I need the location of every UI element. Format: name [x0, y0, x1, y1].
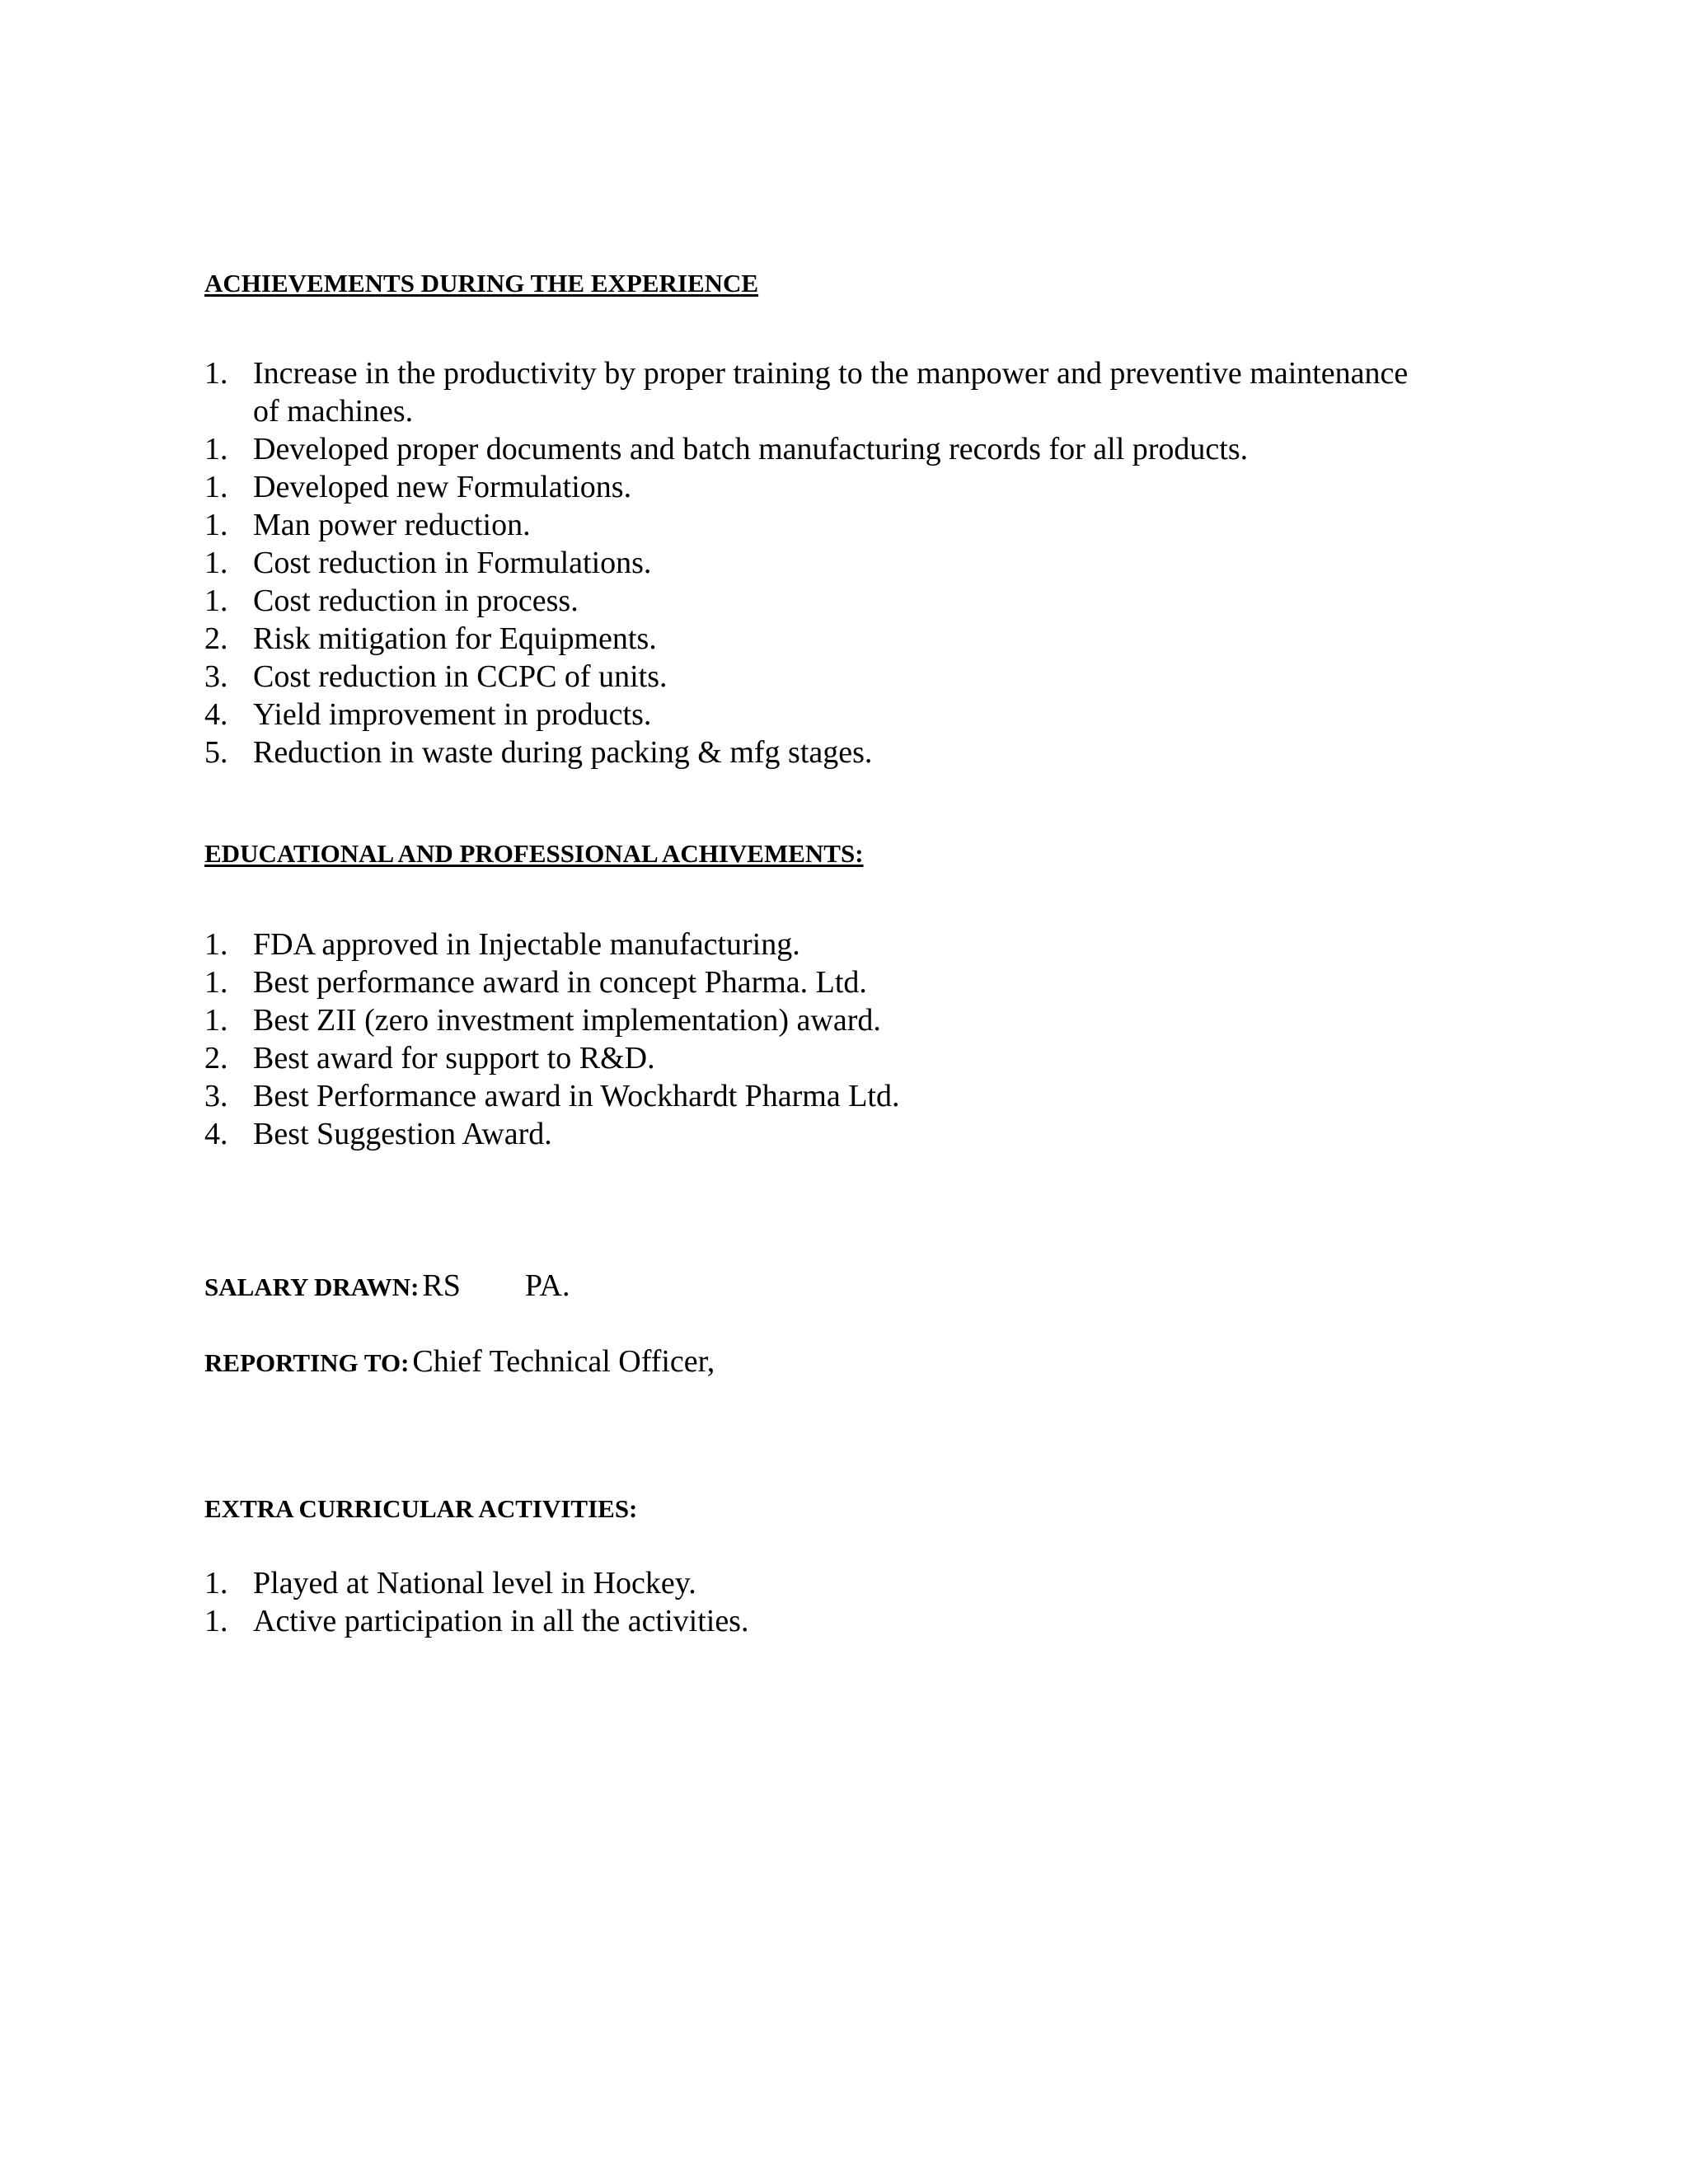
item-number: 4.: [204, 697, 228, 732]
item-number: 1.: [204, 1003, 228, 1038]
list-item: [204, 506, 1523, 544]
item-number: 5.: [204, 735, 228, 770]
reporting-value: Chief Technical Officer,: [412, 1344, 715, 1379]
list-item: [204, 963, 1523, 1001]
list-item: [204, 620, 1523, 658]
list-item: [204, 1039, 1523, 1077]
list-item: [204, 926, 1523, 963]
list-item: [204, 354, 1523, 430]
extra-curricular-heading: EXTRA CURRICULAR ACTIVITIES:: [204, 1494, 638, 1523]
list-item: [204, 430, 1523, 468]
reporting-to: [204, 1343, 715, 1380]
item-number: 2.: [204, 621, 228, 656]
education-heading: EDUCATIONAL AND PROFESSIONAL ACHIVEMENTS:: [204, 839, 864, 868]
item-number: 1.: [204, 356, 228, 391]
item-text: Best Performance award in Wockhardt Pharma Ltd.: [253, 1079, 900, 1113]
item-number: 1.: [204, 470, 228, 504]
item-number: 1.: [204, 546, 228, 580]
list-item: [204, 1564, 1523, 1602]
salary-currency: RS: [422, 1268, 461, 1303]
item-number: 1.: [204, 583, 228, 618]
item-text: Best award for support to R&D.: [253, 1041, 655, 1076]
achievements-heading: ACHIEVEMENTS DURING THE EXPERIENCE: [204, 269, 759, 298]
item-number: 1.: [204, 432, 228, 466]
item-number: 1.: [204, 1566, 228, 1601]
item-text: Risk mitigation for Equipments.: [253, 621, 657, 656]
list-item: [204, 1001, 1523, 1039]
item-text: Yield improvement in products.: [253, 697, 652, 732]
extra-curricular-list: [204, 1564, 1523, 1640]
item-text-continued: of machines.: [253, 394, 414, 429]
item-text: Best performance award in concept Pharma. Ltd.: [253, 965, 867, 1000]
item-number: 1.: [204, 508, 228, 542]
achievements-list: [204, 354, 1523, 771]
item-number: 4.: [204, 1117, 228, 1151]
list-item: [204, 696, 1523, 733]
item-text: Reduction in waste during packing & mfg stages.: [253, 735, 873, 770]
item-text: Played at National level in Hockey.: [253, 1566, 696, 1601]
list-item: [204, 468, 1523, 506]
item-number: 1.: [204, 965, 228, 1000]
list-item: [204, 658, 1523, 696]
item-number: 3.: [204, 659, 228, 694]
list-item: [204, 733, 1523, 771]
item-text: Cost reduction in Formulations.: [253, 546, 652, 580]
item-text: Best Suggestion Award.: [253, 1117, 552, 1151]
salary-label: SALARY DRAWN:: [204, 1272, 420, 1301]
reporting-label: REPORTING TO:: [204, 1348, 410, 1377]
list-item: [204, 544, 1523, 582]
salary-drawn: [204, 1268, 570, 1304]
list-item: [204, 582, 1523, 620]
list-item: [204, 1115, 1523, 1153]
item-text: FDA approved in Injectable manufacturing.: [253, 927, 800, 962]
list-item: [204, 1077, 1523, 1115]
item-number: 2.: [204, 1041, 228, 1076]
list-item: [204, 1602, 1523, 1640]
item-text: Cost reduction in process.: [253, 583, 579, 618]
item-number: 3.: [204, 1079, 228, 1113]
item-text: Active participation in all the activities.: [253, 1604, 749, 1638]
item-text: Developed proper documents and batch manufacturing records for all products.: [253, 432, 1249, 466]
salary-period: PA.: [524, 1268, 570, 1303]
item-text: Cost reduction in CCPC of units.: [253, 659, 668, 694]
item-text: Best ZII (zero investment implementation) award.: [253, 1003, 881, 1038]
education-list: [204, 926, 1523, 1153]
item-text: Developed new Formulations.: [253, 470, 632, 504]
item-number: 1.: [204, 1604, 228, 1638]
item-text: Man power reduction.: [253, 508, 531, 542]
item-text: Increase in the productivity by proper training to the manpower and preventive maintenance: [253, 356, 1409, 391]
item-number: 1.: [204, 927, 228, 962]
